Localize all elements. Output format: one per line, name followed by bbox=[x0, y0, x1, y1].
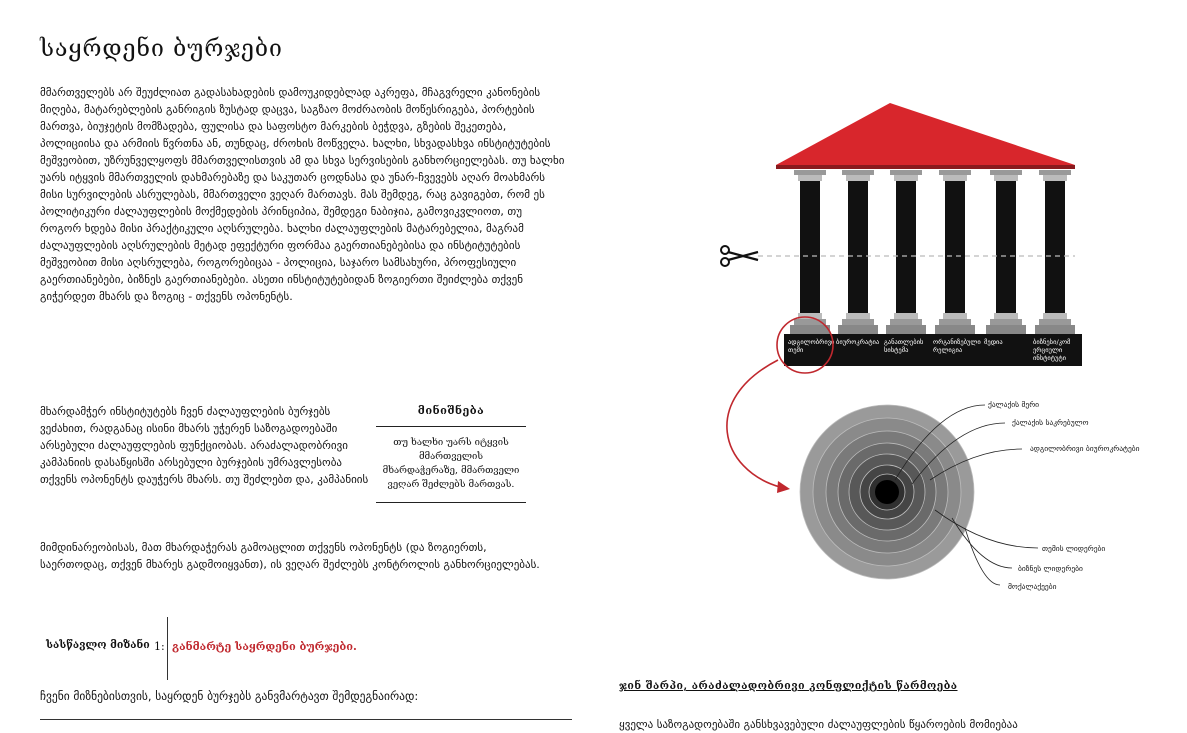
definition-intro: ჩვენი მიზნებისთვის, საყრდენ ბურჯებს განვმარტავთ შემდეგნაირად: bbox=[40, 689, 419, 703]
pillar-label: განათლების სისტემა bbox=[884, 338, 924, 354]
ring-core bbox=[875, 480, 899, 504]
connector-arrow bbox=[727, 360, 780, 487]
objective-divider bbox=[167, 617, 168, 680]
scissors-icon bbox=[721, 246, 758, 266]
arrowhead bbox=[777, 481, 790, 493]
ring-label: ადგილობრივი ბიუროკრატები bbox=[1030, 444, 1140, 453]
learning-objective-label: სასწავლო მიზანი bbox=[46, 639, 150, 651]
horizontal-rule bbox=[40, 719, 572, 720]
roof-ledge bbox=[776, 165, 1075, 169]
pillar-label: ადგილობრივი თემი bbox=[788, 338, 835, 354]
ring-label: ქალაქის მერი bbox=[988, 400, 1040, 409]
paragraph-pillars-intro: მმართველებს არ შეუძლიათ გადასახადების დამოუკიდებლად აკრეფა, მჩაგვრელი კანონების მიღება, მატარებლების განრიგის ზუსტად დაცვა, საგზაო მოძრაობის მოწესრიგება, პორტების მართვა, ბიუჯეტის მომზადება, ფულისა და საფოსტო მარკების ბეჭდვა, გზების შეკეთება, პოლიციისა და არმიის წვრთნა ან, თუნდაც, ძროხის მოწველა. ხალხი, სხვადასხვა ინსტიტუტების მეშვეობით, უზრუნველყოფს მმართველისთვის ამ და სხვა სერვისების განხორციელებას. თუ ხალხი უარს იტყვის მმართველის დახმარებაზე და საკუთარ ცოდნასა და უნარ-ჩვევებს აღარ მოახმარს მისი სურვილების ასრულებას, მმართველი ვეღარ მართავს. მას შემდეგ, რაც გავიგებთ, რომ ეს პოლიტიკური ძალაუფლების მოქმედების პრინციპია, შემდეგი ნაბიჯია, გამოვიკვლიოთ, თუ როგორ ხდება მისი პრაქტიკული აღსრულება. ხალხი ძალაუფლების მატარებელია, მაგრამ ძალაუფლების აღსრულების მეტად ეფექტური ფორმაა გაერთიანებებისა და ინსტიტუტების მეშვეობით მისი აღსრულება, როგორებიცაა - პოლიცია, საჯარო სამსახური, პროფესიული გაერთიანებები, ბიზნეს გაერთიანებები. ასეთი ინსტიტუტებიდან ზოგიერთი შეიძლება თქვენ გიჭერდეთ მხარს და ზოგიც - თქვენს ოპონენტს. bbox=[40, 86, 565, 303]
pillar-label: ორგანიზებული რელიგია bbox=[933, 338, 981, 354]
ring-label: თემის ლიდერები bbox=[1042, 544, 1106, 553]
tip-title: მინიშნება bbox=[376, 404, 526, 427]
learning-objective-text: განმარტე საყრდენი ბურჯები. bbox=[172, 640, 357, 653]
pillar bbox=[790, 170, 830, 334]
section-text: ყველა საზოგადოებაში განსხვავებული ძალაუფლების წყაროების მომიებაა bbox=[619, 718, 1018, 731]
tip-body: თუ ხალხი უარს იტყვის მმართველის მხარდაჭერაზე, მმართველი ვეღარ შეძლებს მართვას. bbox=[376, 436, 526, 503]
ring-label: ქალაქის საკრებულო bbox=[1012, 418, 1089, 427]
ring-label: ბიზნეს ლიდერები bbox=[1018, 564, 1083, 573]
pillar bbox=[986, 170, 1026, 334]
pillar-label: მედია bbox=[984, 338, 1003, 346]
ring-label: მოქალაქეები bbox=[1008, 582, 1057, 591]
paragraph-pillars-support-continued: მიმდინარეობისას, მათ მხარდაჭერას გამოაცლით თქვენს ოპონენტს (და ზოგიერთს, საერთოდაც, თქვენ მხარეს გადმოიყვანთ), ის ვეღარ შეძლებს კონტროლის განხორციელებას. bbox=[40, 541, 540, 571]
page-title: საყრდენი ბურჯები bbox=[40, 36, 283, 62]
section-heading: ჯინ შარპი, არაძალადობრივი კონფლიქტის წარმოება bbox=[619, 680, 958, 692]
pillar bbox=[838, 170, 878, 334]
temple-roof bbox=[776, 103, 1075, 165]
pillar bbox=[935, 170, 975, 334]
tip-sidebar bbox=[376, 404, 526, 503]
pillar bbox=[1035, 170, 1075, 334]
pillar-label: ბიზნესი/კომ ერციული ინსტიტუტი bbox=[1033, 338, 1071, 362]
pillar-label: ბიუროკრატია bbox=[836, 338, 880, 346]
paragraph-pillars-support: მხარდამჭერ ინსტიტუტებს ჩვენ ძალაუფლების ბურჯებს ვეძახით, რადგანაც ისინი მხარს უჭერენ საზოგადოებაში არსებული ძალაუფლების ფუნქციობას. არაძალადობრივი კამპანიის დასაწყისში არსებული ბურჯების უმრავლესობა თქვენს ოპონენტს დაუჭერს მხარს. თუ შეძლებთ და, კამპანიის bbox=[40, 405, 369, 486]
pillar bbox=[886, 170, 926, 334]
pillars-of-power-figure bbox=[700, 95, 1170, 605]
learning-objective-number: 1: bbox=[154, 640, 165, 653]
